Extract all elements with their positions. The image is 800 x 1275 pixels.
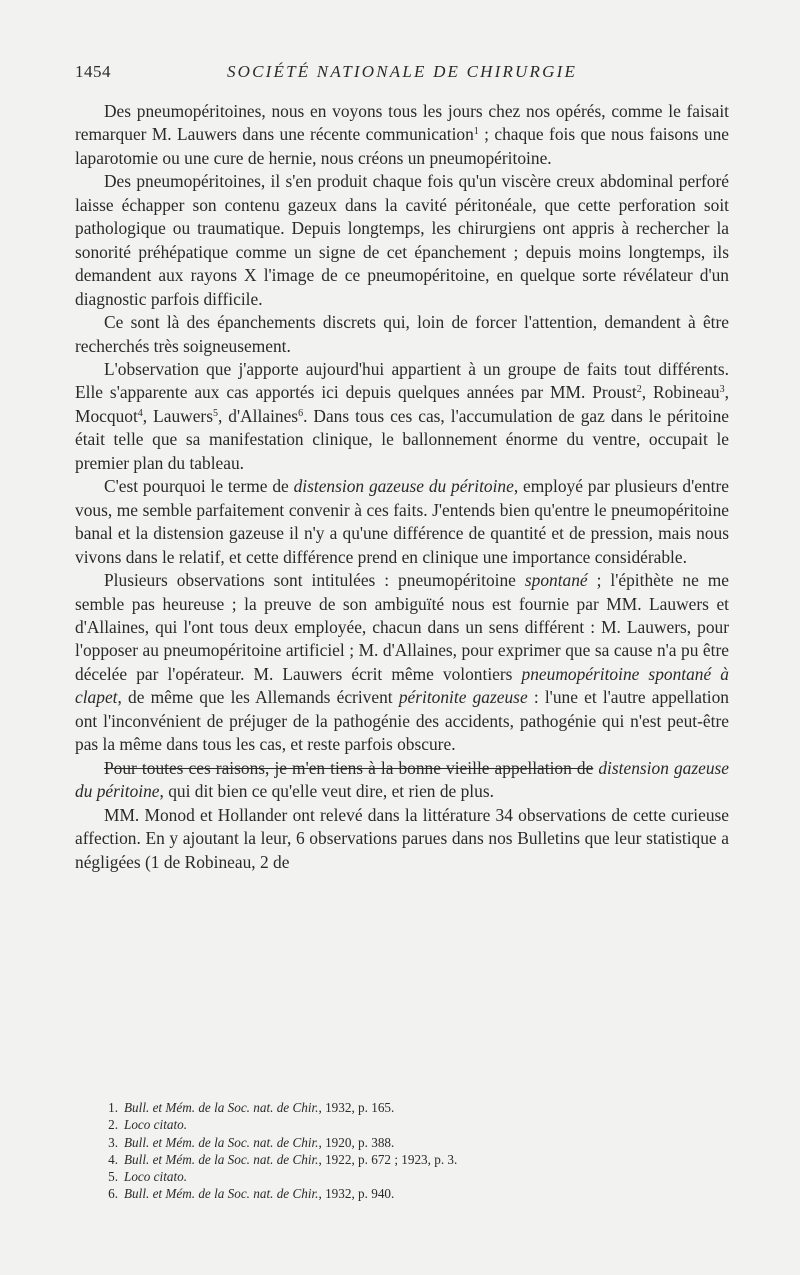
footnotes xyxy=(100,1099,660,1203)
page-number: 1454 xyxy=(75,62,111,81)
paragraph: Plusieurs observations sont intitulées : pneumopéritoine spontané ; l'épithète ne me semble pas heureuse ; la preuve de son ambiguïté nous est fournie par MM. Lauwers et d'Allaines, qui l'ont tous deux employée, chacun dans un sens différent : M. Lauwers, pour l'opposer au pneumopéritoine artificiel ; M. d'Allaines, pour exprimer que sa cause n'a pu être décelée par l'opérateur. M. Lauwers écrit même volontiers pneumopéritoine spontané à clapet, de même que les Allemands écrivent péritonite gazeuse : l'une et l'autre appellation ont l'inconvénient de préjuger de la pathogénie des accidents, pathogénie qui n'est peut-être pas la même dans tous les cas, et reste parfois obscure. xyxy=(75,570,729,755)
footnote: 3. Bull. et Mém. de la Soc. nat. de Chir., 1920, p. 388. xyxy=(108,1134,395,1150)
running-title: SOCIÉTÉ NATIONALE DE CHIRURGIE xyxy=(226,62,578,81)
footnote-ref: 1 xyxy=(473,126,479,138)
italic-term: péritonite gazeuse xyxy=(398,687,528,708)
footnote-ref: 4 xyxy=(137,407,143,419)
italic-term: distension gazeuse du péritoine xyxy=(293,476,514,497)
footnote: 5. Loco citato. xyxy=(108,1169,188,1185)
footnote: 4. Bull. et Mém. de la Soc. nat. de Chir., 1922, p. 672 ; 1923, p. 3. xyxy=(108,1151,458,1167)
paragraph: Ce sont là des épanchements discrets qui, loin de forcer l'attention, demandent à être recherchés très soigneusement. xyxy=(75,312,729,356)
paragraph: C'est pourquoi le terme de distension gazeuse du péritoine, employé par plusieurs d'entre vous, me semble parfaitement convenir à ces faits. J'entends bien qu'entre le pneumopéritoine banal et la distension gazeuse il n'y a qu'une différence de quantité et de pression, mais nous vivons dans le relatif, et cette différence prend en clinique une importance considérable. xyxy=(75,476,730,567)
paragraph: Des pneumopéritoines, il s'en produit chaque fois qu'un viscère creux abdominal perforé laisse échapper son contenu gazeux dans la cavité péritonéale, que cette perforation soit pathologique ou traumatique. Depuis longtemps, les chirurgiens ont appris à rechercher la sonorité préhépatique comme un signe de cet épanchement ; depuis moins longtemps, ils demandent aux rayons X l'image de ce pneumopéritoine, en quelque sorte révélateur d'un diagnostic parfois difficile. xyxy=(75,171,729,309)
footnote-ref: 2 xyxy=(636,384,642,396)
italic-term: spontané xyxy=(524,570,588,591)
footnote-ref: 6 xyxy=(298,407,304,419)
footnote-ref: 5 xyxy=(212,407,218,419)
footnote-ref: 3 xyxy=(719,384,725,396)
footnote: 2. Loco citato. xyxy=(108,1117,188,1133)
italic-term: distension gazeuse du péritoine xyxy=(75,757,730,802)
body-text xyxy=(75,100,729,874)
struck-text: Pour toutes ces raisons, je m'en tiens à la bonne vieille appellation de xyxy=(104,757,594,778)
paragraph: L'observation que j'apporte aujourd'hui appartient à un groupe de faits tout différents. Elle s'apparente aux cas apportés ici depuis quelques années par MM. Proust$^2$, Robineau$^3$, Mocquot$^4$, Lauwers$^5$, d'Allaines$^6$. Dans tous ces cas, l'accumulation de gaz dans le péritoine était telle que sa manifestation clinique, le ballonnement énorme du ventre, occupait le premier plan du tableau. xyxy=(75,358,729,473)
footnote: 6. Bull. et Mém. de la Soc. nat. de Chir., 1932, p. 940. xyxy=(108,1186,395,1202)
paragraph: MM. Monod et Hollander ont relevé dans la littérature 34 observations de cette curieuse affection. En y ajoutant la leur, 6 observations parues dans nos Bulletins que leur statistique a négligées (1 de Robineau, 2 de xyxy=(75,804,729,872)
italic-term: pneumopéritoine spontané à clapet xyxy=(75,663,729,708)
paragraph: Pour toutes ces raisons, je m'en tiens à la bonne vieille appellation de distension gazeuse du péritoine, qui dit bien ce qu'elle veut dire, et rien de plus. xyxy=(75,757,730,802)
page-header xyxy=(75,62,729,88)
paragraph: Des pneumopéritoines, nous en voyons tous les jours chez nos opérés, comme le faisait remarquer M. Lauwers dans une récente communication$^1$ ; chaque fois que nous faisons une laparotomie ou une cure de hernie, nous créons un pneumopéritoine. xyxy=(75,101,729,168)
footnote: 1. Bull. et Mém. de la Soc. nat. de Chir., 1932, p. 165. xyxy=(108,1100,395,1115)
